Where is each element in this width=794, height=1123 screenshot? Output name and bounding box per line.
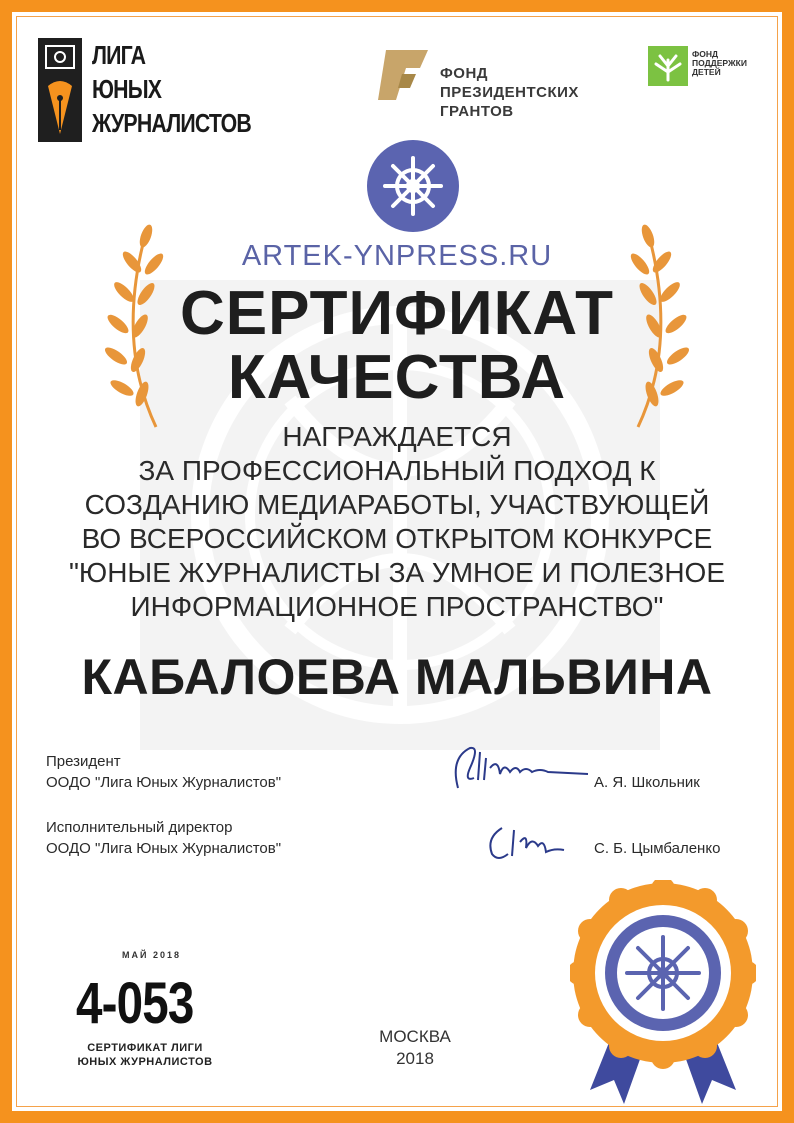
kids-logo-line2: ПОДДЕРЖКИ	[692, 58, 747, 68]
league-logo-line1: ЛИГА	[92, 40, 146, 70]
signature-2	[484, 818, 584, 864]
signatory-org: ООДО "Лига Юных Журналистов"	[46, 840, 282, 857]
caption-line: ЮНЫХ ЖУРНАЛИСТОВ	[77, 1056, 213, 1068]
signatory-title: Исполнительный директор	[46, 819, 233, 836]
league-logo-line3: ЖУРНАЛИСТОВ	[92, 108, 251, 138]
award-rosette-icon	[570, 880, 756, 1108]
award-text	[0, 420, 794, 624]
place-and-year	[340, 1026, 490, 1070]
year: 2018	[396, 1049, 434, 1068]
grant-fund-icon	[372, 46, 436, 104]
caption-line: СЕРТИФИКАТ ЛИГИ	[87, 1042, 203, 1054]
certificate-caption	[50, 1041, 240, 1069]
certificate-number: 4-053	[76, 971, 194, 1036]
signatory-role-2	[46, 817, 281, 859]
award-line: НАГРАЖДАЕТСЯ	[282, 421, 512, 452]
ship-wheel-emblem-icon	[367, 140, 459, 232]
certificate-date: МАЙ 2018	[122, 950, 181, 960]
grants-logo-line2: ПРЕЗИДЕНТСКИХ	[440, 84, 579, 101]
kids-logo-line3: ДЕТЕЙ	[692, 67, 721, 77]
award-line: СОЗДАНИЮ МЕДИАРАБОТЫ, УЧАСТВУЮЩЕЙ	[84, 489, 710, 520]
grants-logo-line1: ФОНД	[440, 65, 488, 82]
certificate-title-line2: КАЧЕСТВА	[227, 343, 567, 412]
award-line: ВО ВСЕРОССИЙСКОМ ОТКРЫТОМ КОНКУРСЕ	[81, 523, 713, 554]
recipient-name: КАБАЛОЕВА МАЛЬВИНА	[81, 649, 713, 705]
tree-hands-icon	[648, 46, 688, 86]
presidential-grants-logo	[372, 44, 612, 124]
award-line: ИНФОРМАЦИОННОЕ ПРОСТРАНСТВО"	[130, 591, 664, 622]
signatory-org: ООДО "Лига Юных Журналистов"	[46, 774, 282, 791]
signatory-role-1	[46, 751, 281, 793]
league-logo-line2: ЮНЫХ	[92, 74, 162, 104]
award-line: ЗА ПРОФЕССИОНАЛЬНЫЙ ПОДХОД К	[138, 455, 656, 486]
fountain-pen-icon	[38, 38, 82, 142]
site-url: ARTEK-YNPRESS.RU	[241, 240, 553, 272]
grants-logo-line3: ГРАНТОВ	[440, 103, 514, 120]
children-fund-logo	[648, 46, 758, 90]
signatory-name-1: А. Я. Школьник	[594, 774, 700, 791]
signature-1	[440, 738, 590, 798]
kids-logo-line1: ФОНД	[692, 49, 719, 59]
signatory-title: Президент	[46, 753, 121, 770]
award-line: "ЮНЫЕ ЖУРНАЛИСТЫ ЗА УМНОЕ И ПОЛЕЗНОЕ	[68, 557, 726, 588]
league-logo	[38, 38, 251, 148]
signatory-name-2: С. Б. Цымбаленко	[594, 840, 721, 857]
city: МОСКВА	[379, 1027, 451, 1046]
certificate-title-line1: СЕРТИФИКАТ	[180, 279, 614, 348]
